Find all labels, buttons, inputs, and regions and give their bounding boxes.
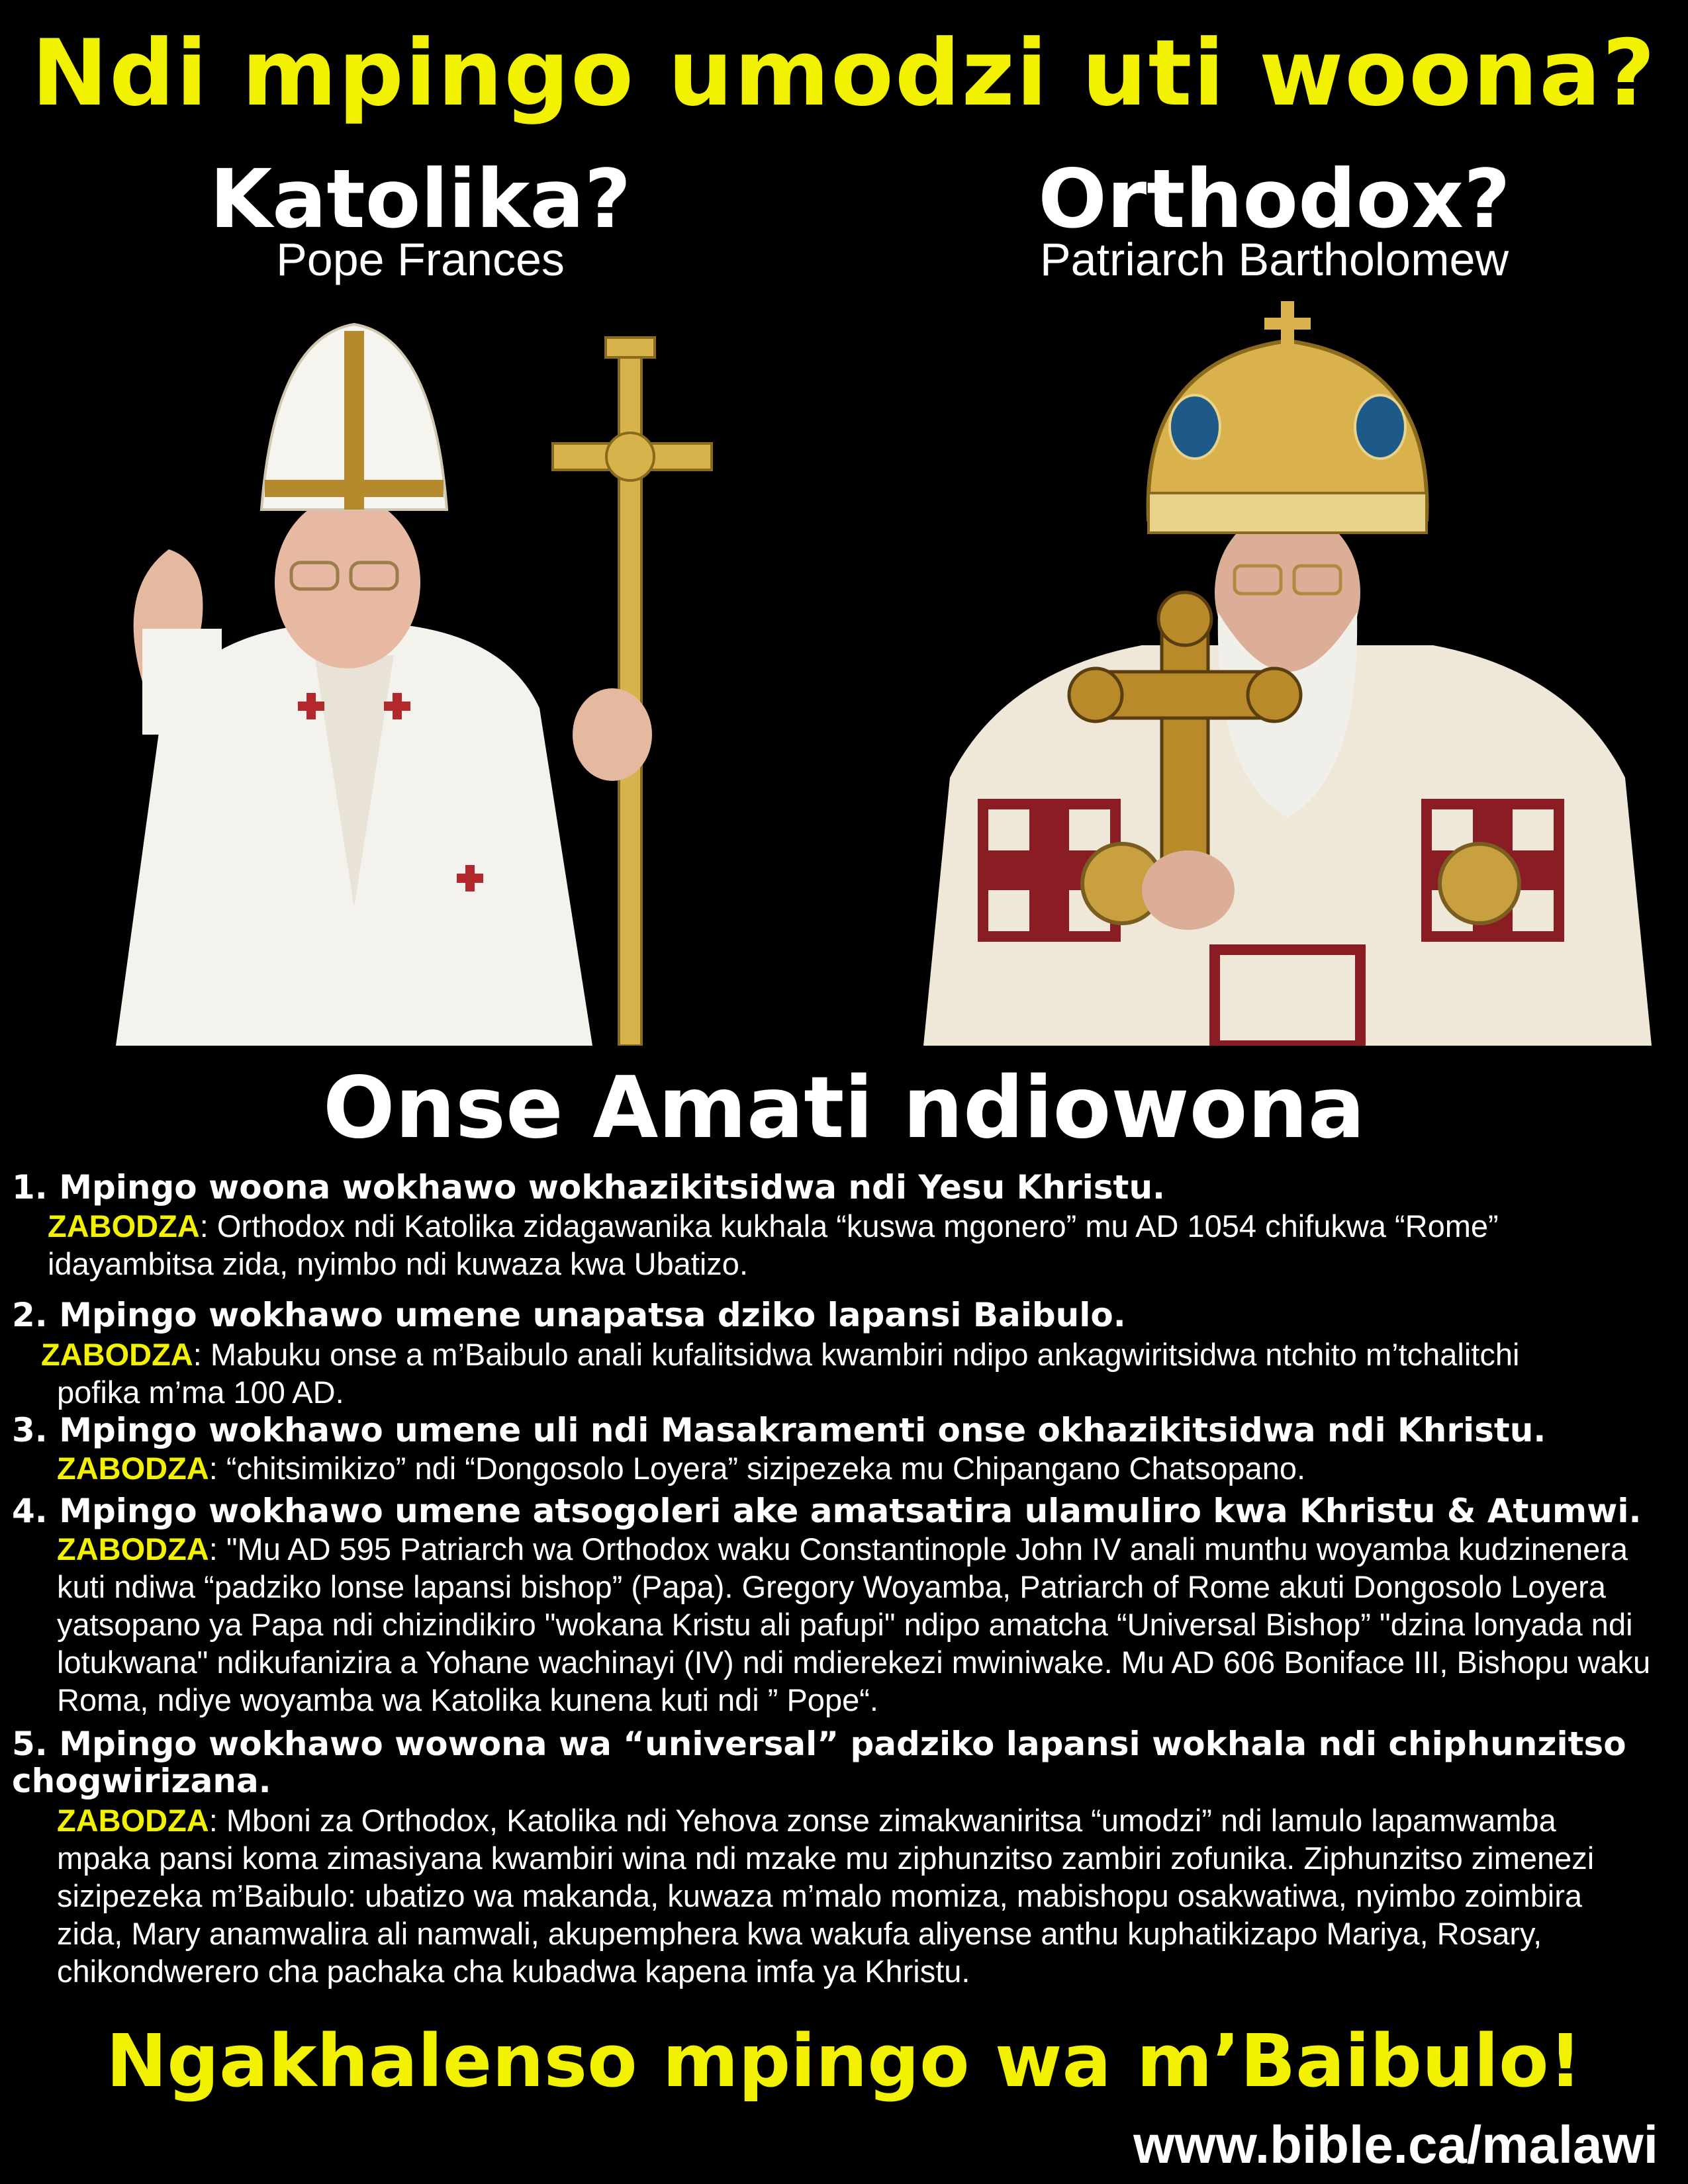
website-link[interactable]: www.bible.ca/malawi	[1133, 2115, 1658, 2174]
rebuttal-2-line-2: pofika m’ma 100 AD.	[57, 1375, 344, 1410]
orthodox-heading: Orthodox?	[1038, 152, 1511, 246]
rebuttal-5-line-4: zida, Mary anamwalira ali namwali, akupemphera kwa wakufa aliyense anthu kuphatikizapo Mariya, Rosary,	[57, 1916, 1542, 1951]
rebuttal-5-line-3: sizipezeka m’Baibulo: ubatizo wa makanda, kuwaza m’malo momiza, mabishopu osakwatiwa, nyimbo zoimbira	[57, 1878, 1583, 1913]
claim-5-continued: chogwirizana.	[12, 1762, 271, 1800]
false-label: ZABODZA	[57, 1531, 209, 1567]
false-label: ZABODZA	[57, 1451, 209, 1486]
claim-4: 4. Mpingo wokhawo umene atsogoleri ake amatsatira ulamuliro kwa Khristu & Atumwi.	[12, 1492, 1642, 1530]
rebuttal-4-line-5: Roma, ndiye woyamba wa Katolika kunena kuti ndi ” Pope“.	[57, 1682, 878, 1717]
pope-photo	[36, 311, 791, 1046]
orthodox-leader-name: Patriarch Bartholomew	[1039, 234, 1509, 285]
rebuttal-5-line-1: ZABODZA: Mboni za Orthodox, Katolika ndi Yehova zonse zimakwaniritsa “umodzi” ndi lamulo lapamwamba	[57, 1803, 1556, 1838]
claim-1: 1. Mpingo woona wokhawo wokhazikitsidwa ndi Yesu Khristu.	[12, 1168, 1166, 1206]
rebuttal-5-line-5: chikondwerero cha pachaka cha kubadwa kapena imfa ya Khristu.	[57, 1954, 970, 1989]
rebuttal-1-line-2: idayambitsa zida, nyimbo ndi kuwaza kwa Ubatizo.	[48, 1246, 749, 1281]
rebuttal-4-line-4: lotukwana" ndikufanizira a Yohane wachinayi (IV) ndi mdierekezi mwiniwake. Mu AD 606 Boniface III, Bishopu waku	[57, 1645, 1651, 1680]
footer-slogan: Ngakhalenso mpingo wa m’Baibulo!	[106, 2019, 1582, 2103]
headline: Ndi mpingo umodzi uti woona?	[31, 20, 1657, 126]
claim-2: 2. Mpingo wokhawo umene unapatsa dziko lapansi Baibulo.	[12, 1296, 1126, 1334]
rebuttal-3-line-1: ZABODZA: “chitsimikizo” ndi “Dongosolo Loyera” sizipezeka mu Chipangano Chatsopano.	[57, 1451, 1306, 1486]
rebuttal-4-line-2: kuti ndiwa “padziko lonse lapansi bishop” (Papa). Gregory Woyamba, Patriarch of Rome akuti Dongosolo Loyera	[57, 1569, 1606, 1604]
catholic-heading: Katolika?	[209, 152, 632, 246]
rebuttal-4-line-1: ZABODZA: "Mu AD 595 Patriarch wa Orthodox waku Constantinople John IV anali munthu woyamba kudzinenera	[57, 1531, 1628, 1567]
claim-3: 3. Mpingo wokhawo umene uli ndi Masakramenti onse okhazikitsidwa ndi Khristu.	[12, 1411, 1546, 1449]
false-label: ZABODZA	[48, 1208, 200, 1244]
papal-cross-staff-icon	[553, 338, 712, 1046]
false-label: ZABODZA	[41, 1337, 193, 1372]
rebuttal-4-line-3: yatsopano ya Papa ndi chizindikiro "wokana Kristu ali pafupi" ndipo amatcha “Universal Bishop” "dzina lonyada ndi	[57, 1607, 1633, 1642]
rebuttal-2-line-1: ZABODZA: Mabuku onse a m’Baibulo anali kufalitsidwa kwambiri ndipo ankagwiritsidwa ntchito m’tchalitchi	[41, 1337, 1520, 1372]
rebuttal-5-line-2: mpaka pansi koma zimasiyana kwambiri wina ndi mzake mu ziphunzitso zambiri zofunika. Ziphunzitso zimenezi	[57, 1841, 1595, 1876]
rebuttal-1-line-1: ZABODZA: Orthodox ndi Katolika zidagawanika kukhala “kuswa mgonero” mu AD 1054 chifukwa “Rome”	[48, 1208, 1499, 1244]
claim-5: 5. Mpingo wokhawo wowona wa “universal” padziko lapansi wokhala ndi chiphunzitso	[12, 1725, 1626, 1763]
catholic-leader-name: Pope Frances	[276, 234, 565, 285]
section-title: Onse Amati ndiowona	[322, 1059, 1366, 1158]
patriarch-photo	[923, 301, 1652, 1046]
false-label: ZABODZA	[57, 1803, 209, 1838]
